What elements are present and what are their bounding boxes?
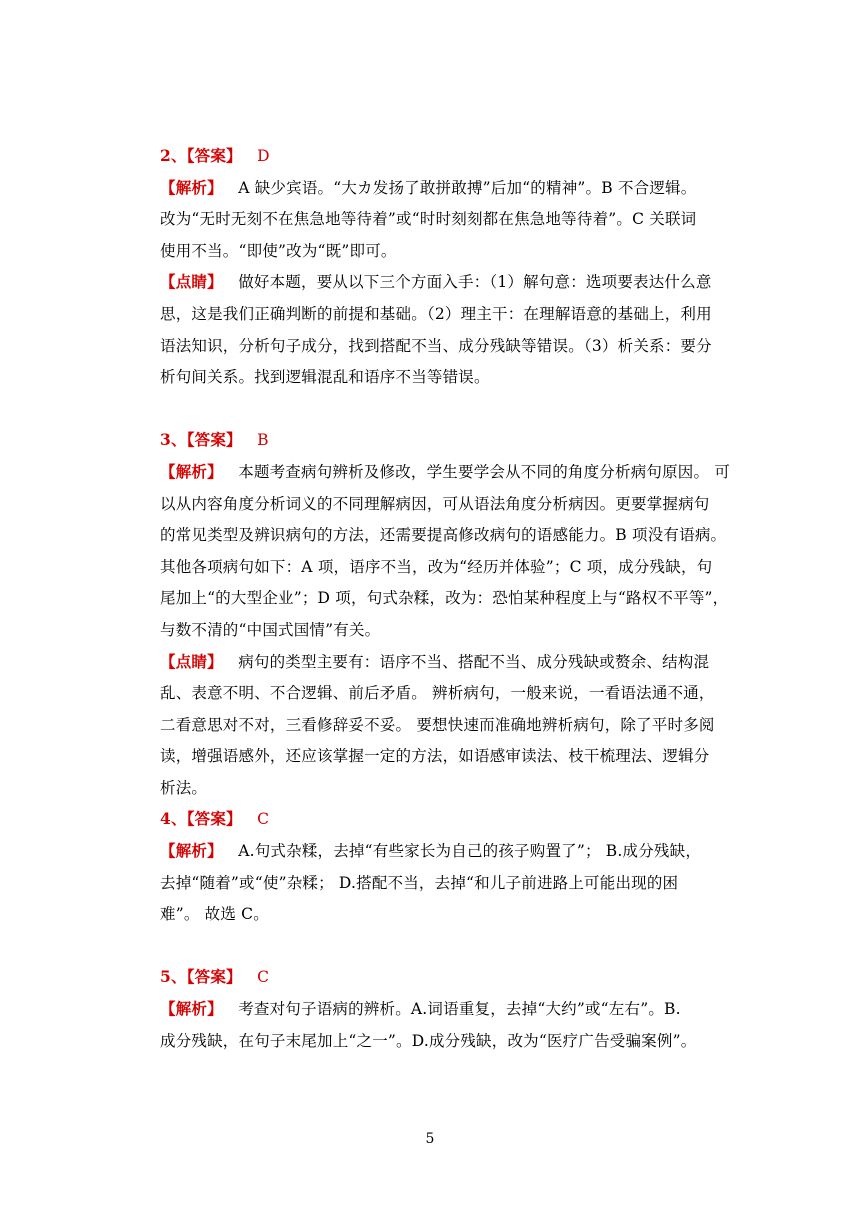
paragraph-first-line — [160, 459, 731, 485]
paragraph-line — [160, 680, 715, 706]
paragraph-text: 做好本题，要从以下三个方面入手：（1）解句意：选项要表达什么意 — [238, 273, 712, 292]
paragraph-line — [160, 585, 729, 611]
answer-label: 【答案】 — [186, 967, 242, 987]
paragraph-text: 改为“无时无刻不在焦急地等待着”或“时时刻刻都在焦急地等待着”。C 关联词 — [160, 210, 697, 229]
paragraph-text: 考查对句子语病的辨析。A.词语重复，去掉“大约”或“左右”。B. — [238, 1000, 681, 1019]
paragraph-line — [160, 1028, 700, 1054]
paragraph-line — [160, 712, 715, 738]
paragraph-text: A.句式杂糅，去掉“有些家长为自己的孩子购置了”； B.成分残缺， — [238, 842, 702, 861]
section-label: 【解析】 — [160, 999, 223, 1019]
paragraph-line — [160, 491, 710, 517]
section-label: 【点睛】 — [160, 651, 223, 671]
paragraph-text: 成分残缺，在句子末尾加上“之一”。D.成分残缺，改为“医疗广告受骗案例”。 — [160, 1031, 697, 1050]
section-label: 【解析】 — [160, 461, 223, 481]
section-label: 【点睛】 — [160, 272, 223, 292]
answer-label: 【答案】 — [186, 430, 242, 450]
answer-value: C — [257, 968, 270, 987]
paragraph-line — [160, 901, 700, 927]
answer-label: 【答案】 — [186, 146, 242, 165]
paragraph-line — [160, 238, 700, 264]
paragraph-text: 语法知识，分析句子成分，找到搭配不当、成分残缺等错误。（3）析关系：要分 — [160, 336, 712, 355]
question-number: 5、 — [160, 967, 187, 987]
question-number: 4、 — [160, 809, 187, 829]
page-number: 5 — [425, 1131, 435, 1147]
section-gap — [160, 396, 700, 428]
paragraph-line — [160, 554, 713, 580]
paragraph-text: 析法。 — [160, 778, 208, 797]
paragraph-text: 的常见类型及辨识病句的方法，还需要提高修改病句的语感能力。B 项没有语病。 — [160, 526, 727, 545]
question-number: 2、 — [160, 146, 187, 165]
paragraph-first-line — [160, 838, 700, 864]
section-gap — [160, 933, 700, 965]
paragraph-line — [160, 333, 712, 359]
section-label: 【解析】 — [160, 841, 223, 861]
paragraph-line — [160, 775, 700, 801]
paragraph-text: 尾加上“的大型企业”；D 项，句式杂糅，改为：恐怕某种程度上与“路权不平等”， — [160, 589, 729, 608]
paragraph-text: 本题考查病句辨析及修改，学生要学会从不同的角度分析病句原因。 可 — [238, 462, 731, 481]
paragraph-text: 以从内容角度分析词义的不同理解病因，可从语法角度分析病因。更要掌握病句 — [160, 494, 710, 513]
paragraph-line — [160, 522, 727, 548]
answer-value: D — [257, 147, 270, 165]
paragraph-text: A 缺少宾语。“大カ发扬了敢拼敢搏”后加“的精神”。B 不合逻辑。 — [238, 178, 697, 197]
paragraph-line — [160, 870, 700, 896]
paragraph-text: 二看意思对不对，三看修辞妥不妥。 要想快速而准确地辨析病句，除了平时多阅 — [160, 715, 715, 734]
paragraph-first-line — [160, 649, 710, 675]
answer-label: 【答案】 — [186, 809, 242, 829]
paragraph-line — [160, 301, 712, 327]
paragraph-line — [160, 364, 700, 390]
paragraph-text: 乱、表意不明、不合逻辑、前后矛盾。 辨析病句，一般来说，一看语法通不通， — [160, 684, 715, 703]
paragraph-text: 读，增强语感外，还应该掌握一定的方法，如语感审读法、枝干梳理法、逻辑分 — [160, 747, 710, 766]
paragraph-line — [160, 743, 710, 769]
answer-line — [160, 806, 700, 832]
paragraph-text: 思，这是我们正确判断的前提和基础。（2）理主干：在理解语意的基础上，利用 — [160, 304, 712, 323]
paragraph-text: 其他各项病句如下：A 项，语序不当，改为“经历并体验”；C 项，成分残缺，句 — [160, 557, 713, 576]
paragraph-text: 难”。 故选 C。 — [160, 905, 269, 924]
paragraph-text: 与数不清的“中国式国情”有关。 — [160, 620, 381, 639]
answer-value: B — [257, 431, 269, 450]
paragraph-line — [160, 206, 700, 232]
paragraph-first-line — [160, 175, 700, 201]
paragraph-text: 去掉“随着”或“使”杂糅； D.搭配不当，去掉“和儿子前进路上可能出现的困 — [160, 873, 679, 892]
answer-line — [160, 427, 700, 453]
paragraph-text: 析句间关系。找到逻辑混乱和语序不当等错误。 — [160, 368, 490, 387]
answer-value: C — [257, 810, 270, 829]
answer-line — [160, 964, 700, 990]
section-label: 【解析】 — [160, 177, 223, 197]
question-number: 3、 — [160, 430, 187, 450]
answer-explanations — [160, 143, 731, 1059]
answer-line — [160, 143, 700, 169]
paragraph-text: 使用不当。“即使”改为“既”即可。 — [160, 241, 397, 260]
paragraph-first-line — [160, 269, 712, 295]
paragraph-text: 病句的类型主要有：语序不当、搭配不当、成分残缺或赘余、结构混 — [238, 652, 710, 671]
paragraph-line — [160, 617, 700, 643]
paragraph-first-line — [160, 996, 700, 1022]
